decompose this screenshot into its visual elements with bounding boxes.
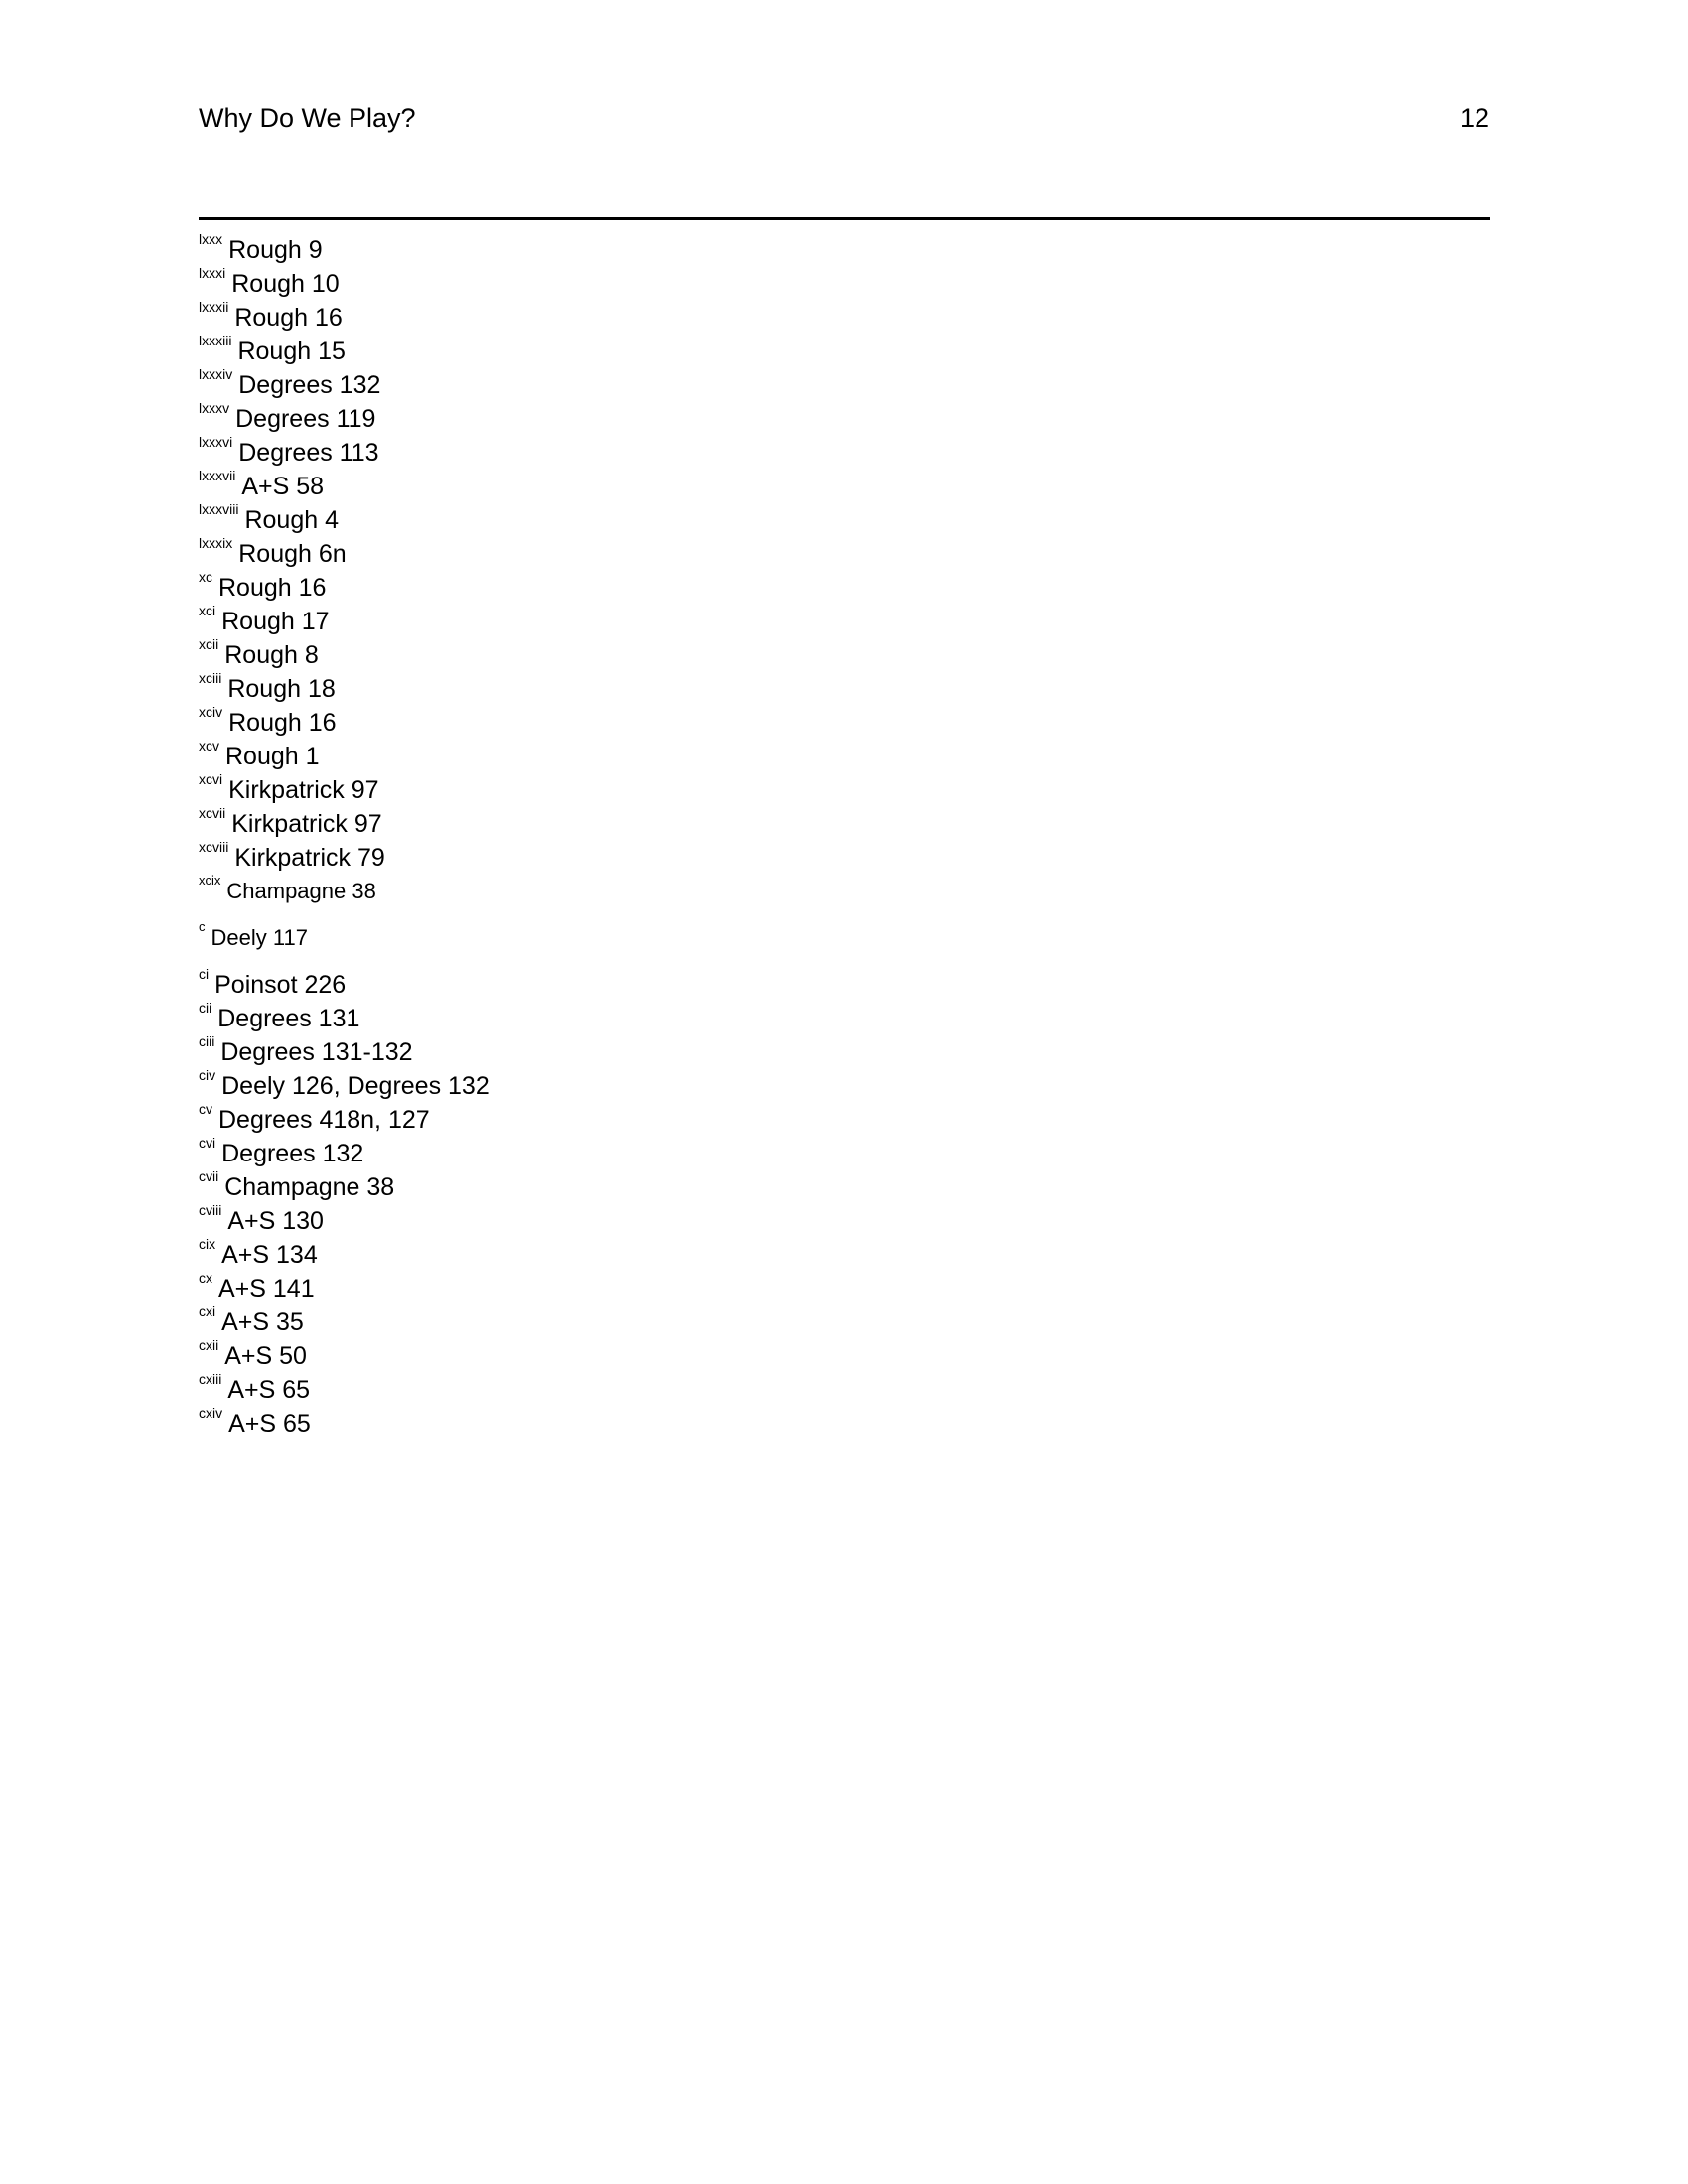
endnote-text: A+S 130 bbox=[227, 1207, 324, 1235]
endnote bbox=[199, 921, 1489, 955]
endnote-mark: lxxxii bbox=[199, 299, 229, 315]
endnote-text: Rough 16 bbox=[218, 574, 327, 602]
endnotes-separator-rule bbox=[199, 217, 1490, 220]
endnote-text: Degrees 131-132 bbox=[220, 1038, 413, 1066]
endnote-text: Deely 117 bbox=[211, 925, 308, 950]
endnote-mark: lxxxvi bbox=[199, 434, 233, 450]
endnote-text: Champagne 38 bbox=[226, 879, 376, 903]
endnote bbox=[199, 1238, 1489, 1272]
endnote-text: Rough 1 bbox=[225, 743, 320, 770]
endnote-mark: lxxx bbox=[199, 231, 223, 247]
endnote bbox=[199, 638, 1489, 672]
endnote bbox=[199, 1339, 1489, 1373]
endnote-text: Rough 8 bbox=[224, 641, 319, 669]
endnote-text: Rough 16 bbox=[234, 304, 343, 332]
endnote-text: Rough 17 bbox=[221, 608, 330, 635]
endnote bbox=[199, 335, 1489, 368]
endnote bbox=[199, 1137, 1489, 1170]
endnote bbox=[199, 1170, 1489, 1204]
endnote-mark: cii bbox=[199, 1000, 212, 1016]
endnote bbox=[199, 436, 1489, 470]
endnote-mark: cx bbox=[199, 1270, 212, 1286]
endnote-mark: cv bbox=[199, 1101, 212, 1117]
endnote-text: Deely 126, Degrees 132 bbox=[221, 1072, 490, 1100]
endnote-mark: lxxxviii bbox=[199, 501, 239, 517]
endnote-mark: cxi bbox=[199, 1303, 216, 1319]
endnote-mark: xc bbox=[199, 569, 212, 585]
endnote-text: A+S 50 bbox=[224, 1342, 307, 1370]
endnote-text: A+S 134 bbox=[221, 1241, 318, 1269]
endnote bbox=[199, 1069, 1489, 1103]
endnote-mark: xci bbox=[199, 603, 216, 618]
endnote-text: Rough 15 bbox=[237, 338, 346, 365]
endnote bbox=[199, 807, 1489, 841]
endnote-mark: cviii bbox=[199, 1202, 222, 1218]
endnote-mark: xcix bbox=[199, 873, 221, 887]
endnote bbox=[199, 706, 1489, 740]
endnote-mark: lxxxvii bbox=[199, 468, 236, 483]
endnote-mark: xcviii bbox=[199, 839, 229, 855]
endnote-mark: civ bbox=[199, 1067, 216, 1083]
endnote bbox=[199, 571, 1489, 605]
page-number: 12 bbox=[1459, 103, 1489, 133]
endnote-text: Degrees 131 bbox=[217, 1005, 360, 1032]
endnote bbox=[199, 1272, 1489, 1305]
endnote bbox=[199, 968, 1489, 1002]
endnote-text: Kirkpatrick 97 bbox=[231, 810, 382, 838]
endnote-text: Rough 6n bbox=[238, 540, 347, 568]
endnote-mark: c bbox=[199, 919, 206, 934]
endnote-text: Kirkpatrick 97 bbox=[228, 776, 379, 804]
endnote-mark: lxxxiv bbox=[199, 366, 233, 382]
endnote-text: Degrees 418n, 127 bbox=[218, 1106, 430, 1134]
endnote-text: Degrees 113 bbox=[238, 439, 379, 467]
endnote bbox=[199, 605, 1489, 638]
endnote bbox=[199, 1373, 1489, 1407]
endnote bbox=[199, 470, 1489, 503]
endnote-text: Degrees 132 bbox=[238, 371, 381, 399]
running-title: Why Do We Play? bbox=[199, 103, 416, 133]
endnote-mark: xciii bbox=[199, 670, 222, 686]
endnote-mark: ci bbox=[199, 966, 210, 982]
endnote bbox=[199, 402, 1489, 436]
endnote-mark: xciv bbox=[199, 704, 223, 720]
endnote-mark: lxxxi bbox=[199, 265, 226, 281]
endnote bbox=[199, 875, 1489, 908]
endnote-text: Poinsot 226 bbox=[214, 971, 347, 999]
endnote-text: Kirkpatrick 79 bbox=[234, 844, 385, 872]
endnote-text: A+S 65 bbox=[228, 1410, 311, 1437]
endnote-text: Degrees 119 bbox=[235, 405, 376, 433]
endnote-mark: cxiii bbox=[199, 1371, 222, 1387]
endnote bbox=[199, 1002, 1489, 1035]
endnote-mark: cvi bbox=[199, 1135, 216, 1151]
endnote-mark: cix bbox=[199, 1236, 216, 1252]
endnote bbox=[199, 1035, 1489, 1069]
endnote bbox=[199, 368, 1489, 402]
endnote-text: Rough 9 bbox=[228, 236, 323, 264]
endnote-text: A+S 35 bbox=[221, 1308, 304, 1336]
endnote bbox=[199, 301, 1489, 335]
endnote-mark: cvii bbox=[199, 1168, 219, 1184]
endnote-mark: xcvi bbox=[199, 771, 223, 787]
endnote bbox=[199, 233, 1489, 267]
endnote bbox=[199, 1103, 1489, 1137]
endnote-text: A+S 58 bbox=[241, 473, 325, 500]
endnote-text: Rough 16 bbox=[228, 709, 337, 737]
endnote bbox=[199, 1204, 1489, 1238]
endnote-mark: xcii bbox=[199, 636, 219, 652]
endnote-text: A+S 141 bbox=[218, 1275, 315, 1302]
endnote-text: Rough 10 bbox=[231, 270, 340, 298]
endnote-mark: lxxxv bbox=[199, 400, 230, 416]
endnotes-list bbox=[199, 233, 1489, 1440]
endnote bbox=[199, 267, 1489, 301]
endnote bbox=[199, 773, 1489, 807]
endnote-mark: cxii bbox=[199, 1337, 219, 1353]
endnote-text: Rough 4 bbox=[244, 506, 339, 534]
endnote-mark: cxiv bbox=[199, 1405, 223, 1421]
endnote-text: Degrees 132 bbox=[221, 1140, 364, 1167]
endnote-text: A+S 65 bbox=[227, 1376, 311, 1404]
endnote-mark: ciii bbox=[199, 1033, 215, 1049]
page-header bbox=[199, 98, 1489, 138]
endnote bbox=[199, 672, 1489, 706]
endnote-mark: lxxxix bbox=[199, 535, 233, 551]
endnote-mark: xcv bbox=[199, 738, 219, 753]
endnote-text: Champagne 38 bbox=[224, 1173, 395, 1201]
endnote-mark: lxxxiii bbox=[199, 333, 232, 348]
endnote bbox=[199, 841, 1489, 875]
endnote bbox=[199, 537, 1489, 571]
endnote bbox=[199, 1305, 1489, 1339]
endnote-text: Rough 18 bbox=[227, 675, 336, 703]
endnote bbox=[199, 503, 1489, 537]
endnote bbox=[199, 740, 1489, 773]
endnote-mark: xcvii bbox=[199, 805, 226, 821]
endnote bbox=[199, 1407, 1489, 1440]
